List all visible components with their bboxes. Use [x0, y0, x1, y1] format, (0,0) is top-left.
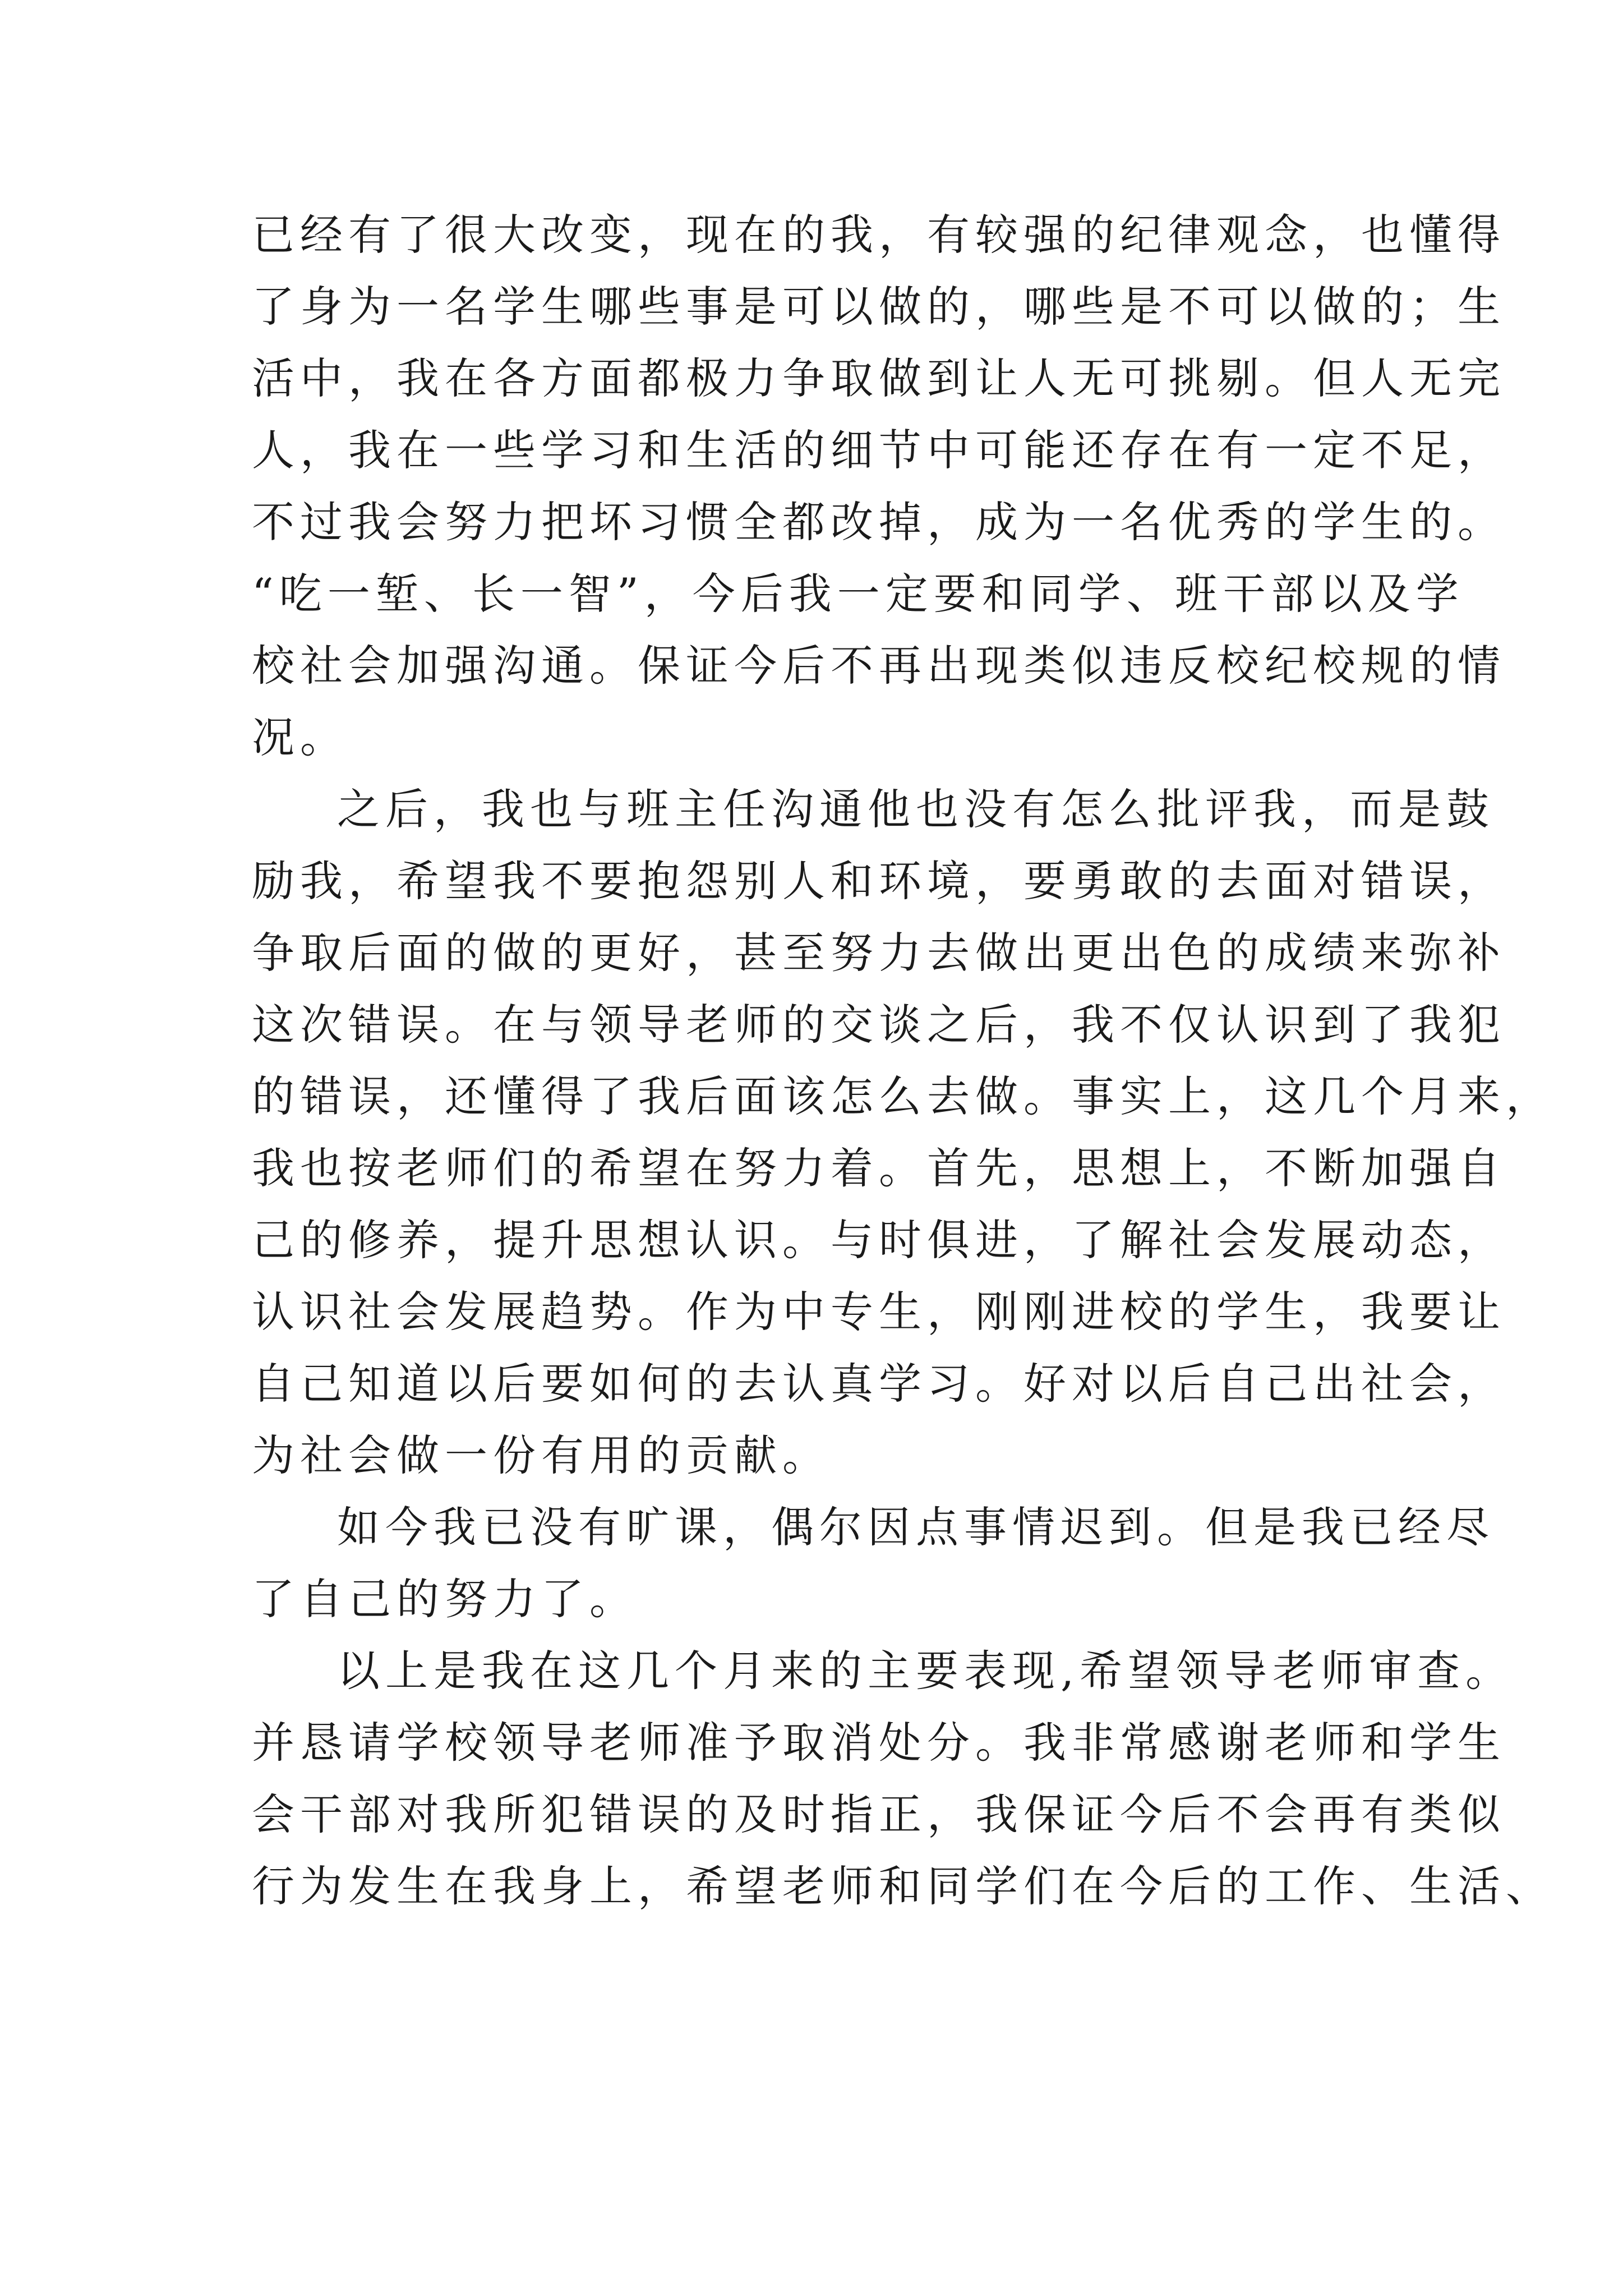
text-line: 会干部对我所犯错误的及时指正，我保证今后不会再有类似 — [252, 1789, 1506, 1839]
paragraph-first-line: 如今我已没有旷课，偶尔因点事情迟到。但是我已经尽 — [337, 1502, 1495, 1552]
text-line: 为社会做一份有用的贡献。 — [252, 1430, 831, 1480]
text-line: 自己知道以后要如何的去认真学习。好对以后自己出社会， — [252, 1359, 1506, 1409]
text-line: 人，我在一些学习和生活的细节中可能还存在有一定不足， — [252, 425, 1506, 475]
text-line: 己的修养，提升思想认识。与时俱进，了解社会发展动态， — [252, 1215, 1506, 1265]
text-line: 这次错误。在与领导老师的交谈之后，我不仅认识到了我犯 — [252, 1000, 1506, 1050]
paragraph-first-line: 之后，我也与班主任沟通他也没有怎么批评我，而是鼓 — [337, 784, 1495, 834]
text-line: 了身为一名学生哪些事是可以做的，哪些是不可以做的；生 — [252, 282, 1506, 332]
text-line: 况。 — [252, 712, 348, 762]
paragraph-first-line: 以上是我在这几个月来的主要表现,希望领导老师审查。 — [337, 1646, 1514, 1696]
text-line: “吃一堑、长一智”，今后我一定要和同学、班干部以及学 — [252, 569, 1464, 619]
text-line: 的错误，还懂得了我后面该怎么去做。事实上，这几个月来， — [252, 1071, 1554, 1121]
text-line: 并恳请学校领导老师准予取消处分。我非常感谢老师和学生 — [252, 1718, 1506, 1768]
document-body — [252, 199, 1554, 1922]
text-line: 活中，我在各方面都极力争取做到让人无可挑剔。但人无完 — [252, 353, 1506, 403]
text-line: 已经有了很大改变，现在的我，有较强的纪律观念，也懂得 — [252, 210, 1506, 260]
text-line: 励我，希望我不要抱怨别人和环境，要勇敢的去面对错误， — [252, 856, 1506, 906]
text-line: 认识社会发展趋势。作为中专生，刚刚进校的学生，我要让 — [252, 1287, 1506, 1337]
text-line: 了自己的努力了。 — [252, 1574, 638, 1624]
text-line: 不过我会努力把坏习惯全都改掉，成为一名优秀的学生的。 — [252, 497, 1506, 547]
text-line: 校社会加强沟通。保证今后不再出现类似违反校纪校规的情 — [252, 641, 1506, 691]
text-line: 我也按老师们的希望在努力着。首先，思想上，不断加强自 — [252, 1143, 1506, 1193]
text-line: 行为发生在我身上，希望老师和同学们在今后的工作、生活、 — [252, 1861, 1554, 1911]
text-line: 争取后面的做的更好，甚至努力去做出更出色的成绩来弥补 — [252, 928, 1506, 978]
